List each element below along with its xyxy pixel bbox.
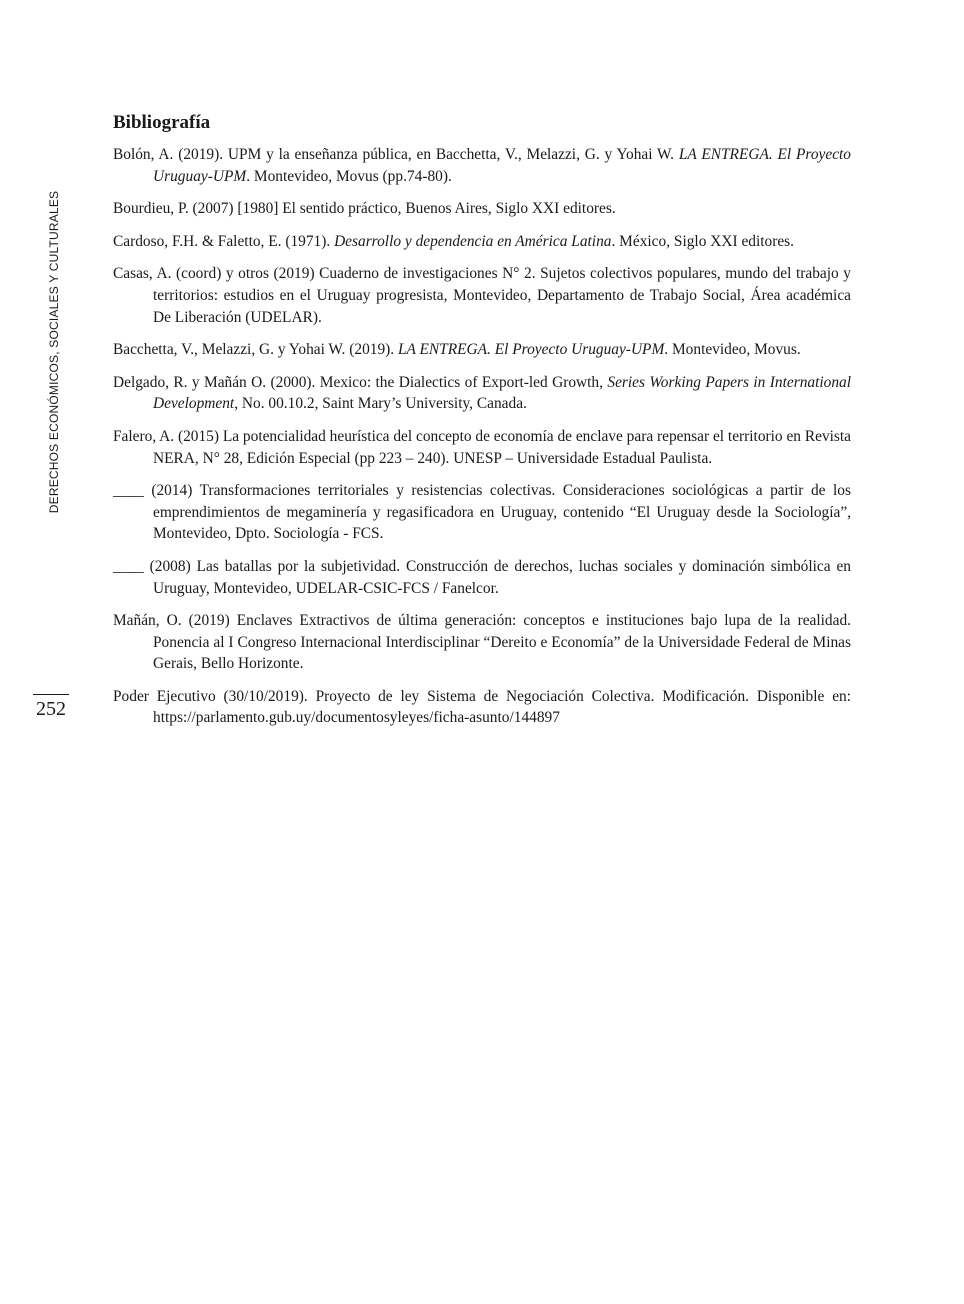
bibliography-entry bbox=[113, 372, 851, 415]
entry-text-after: . Montevideo, Movus (pp.74-80). bbox=[246, 167, 452, 185]
entry-text: ____ (2014) Transformaciones territoriales y resistencias colectivas. Consideraciones sociológicas a partir de los emprendimientos de megaminería y regasificadora en Uruguay, contenido “El Uruguay desde la Sociología”, Montevideo, Dpto. Sociología - FCS. bbox=[113, 482, 851, 543]
entry-italic-title: Series Working Papers in International Development bbox=[153, 373, 851, 413]
entry-text-after: . México, Siglo XXI editores. bbox=[611, 232, 795, 250]
entry-text: Casas, A. (coord) y otros (2019) Cuaderno de investigaciones N° 2. Sujetos colectivos populares, mundo del trabajo y territorios: estudios en el Uruguay progresista, Montevideo, Departamento de Trabajo Social, Área académica De Liberación (UDELAR). bbox=[113, 265, 851, 326]
entry-text: ____ (2008) Las batallas por la subjetividad. Construcción de derechos, luchas sociales y dominación simbólica en Uruguay, Montevideo, UDELAR-CSIC-FCS / Fanelcor. bbox=[113, 557, 851, 597]
running-header: DERECHOS ECONÓMICOS, SOCIALES Y CULTURALES bbox=[47, 190, 61, 514]
section-title: Bibliografía bbox=[113, 112, 211, 133]
entry-text: Cardoso, F.H. & Faletto, E. (1971). bbox=[113, 232, 335, 250]
entry-italic-title: Desarrollo y dependencia en América Latina bbox=[334, 232, 612, 250]
bibliography-entry bbox=[113, 263, 851, 328]
bibliography-entry bbox=[113, 556, 851, 599]
bibliography-entry bbox=[113, 480, 851, 545]
bibliography-entry bbox=[113, 686, 851, 729]
bibliography-entry bbox=[113, 426, 851, 469]
entry-text: Delgado, R. y Mañán O. (2000). Mexico: the Dialectics of Export-led Growth, bbox=[113, 373, 608, 391]
entry-italic-title: LA ENTREGA. El Proyecto Uruguay-UPM bbox=[397, 341, 665, 359]
entry-text: Bolón, A. (2019). UPM y la enseñanza pública, en Bacchetta, V., Melazzi, G. y Yohai W. bbox=[113, 146, 679, 163]
bibliography-entry bbox=[113, 231, 851, 253]
bibliography-entry bbox=[113, 198, 851, 220]
entry-text: Bourdieu, P. (2007) [1980] El sentido práctico, Buenos Aires, Siglo XXI editores. bbox=[113, 200, 616, 218]
bibliography-section bbox=[113, 110, 851, 740]
bibliography-list bbox=[113, 144, 851, 729]
entry-text: Falero, A. (2015) La potencialidad heurística del concepto de economía de enclave para repensar el territorio en Revista NERA, N° 28, Edición Especial (pp 223 – 240). UNESP – Universidade Estadual Paulista. bbox=[113, 427, 852, 467]
entry-text: Poder Ejecutivo (30/10/2019). Proyecto de ley Sistema de Negociación Colectiva. Modificación. Disponible en: https://parlamento.gub.uy/documentosyleyes/ficha-asunto/144897 bbox=[113, 687, 851, 727]
page-number: 252 bbox=[36, 698, 66, 720]
entry-text: Bacchetta, V., Melazzi, G. y Yohai W. (2019). bbox=[113, 341, 398, 359]
bibliography-entry bbox=[113, 339, 851, 361]
bibliography-entry bbox=[113, 610, 851, 675]
page-number-rule bbox=[33, 694, 69, 695]
entry-italic-title: LA ENTREGA. El Proyecto Uruguay-UPM bbox=[153, 146, 851, 185]
entry-text: Mañán, O. (2019) Enclaves Extractivos de última generación: conceptos e instituciones bajo lupa de la realidad. Ponencia al I Congreso Internacional Interdisciplinar “Dereito e Economía” de la Universidade Federal de Minas Gerais, Bello Horizonte. bbox=[113, 612, 851, 673]
bibliography-entry bbox=[113, 144, 851, 187]
entry-text-after: , No. 00.10.2, Saint Mary’s University, Canada. bbox=[234, 395, 527, 413]
entry-text-after: . Montevideo, Movus. bbox=[664, 341, 801, 359]
